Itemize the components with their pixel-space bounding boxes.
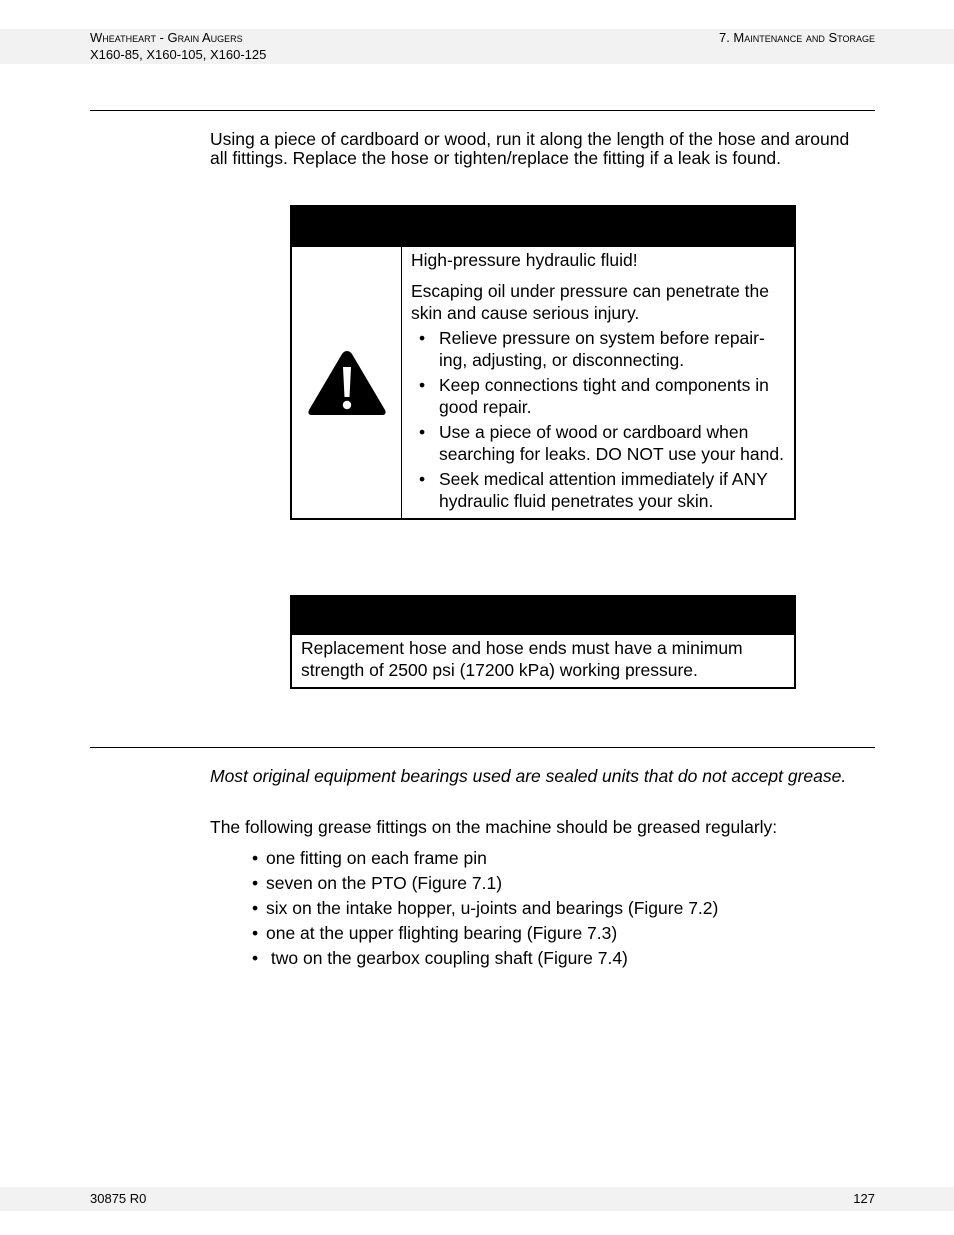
grease-intro: The following grease fittings on the machine should be greased regularly: — [210, 817, 778, 837]
warning-icon-cell — [292, 247, 402, 518]
list-item: • six on the intake hopper, u-joints and bearings (Figure 7.2) — [252, 896, 718, 921]
warning-list — [411, 327, 786, 512]
note-text: Replacement hose and hose ends must have a minimum strength of 2500 psi (17200 kPa) working pressure. — [301, 638, 743, 680]
warning-triangle-icon — [306, 347, 388, 419]
warning-list-item: • Use a piece of wood or cardboard when searching for leaks. DO NOT use your hand. — [411, 421, 786, 465]
warning-headline: High-pressure hydraulic fluid! — [411, 250, 638, 270]
grease-fitting-list — [252, 846, 718, 971]
bearings-note: Most original equipment bearings used are sealed units that do not accept grease. — [210, 766, 847, 786]
warning-list-item: • Seek medical attention immediately if ANY hydraulic fluid penetrates your skin. — [411, 468, 786, 512]
warning-description: Escaping oil under pressure can penetrate the skin and cause serious injury. — [411, 281, 770, 323]
list-item: • two on the gearbox coupling shaft (Figure 7.4) — [252, 946, 718, 971]
warning-box-header — [292, 207, 794, 247]
warning-box — [290, 205, 796, 520]
intro-paragraph: Using a piece of cardboard or wood, run it along the length of the hose and around all fittings. Replace the hose or tighten/replace the fitting if a leak is found. — [210, 129, 850, 168]
section-rule-bottom — [90, 747, 875, 748]
note-box — [290, 595, 796, 689]
warning-list-item: • Relieve pressure on system before repair-ing, adjusting, or disconnecting. — [411, 327, 786, 371]
footer-doc-number: 30875 R0 — [90, 1191, 147, 1206]
list-item: • seven on the PTO (Figure 7.1) — [252, 871, 718, 896]
warning-text-cell — [402, 247, 794, 518]
header-manual-title: Wheatheart - Grain Augers — [90, 30, 243, 45]
section-rule-top — [90, 110, 875, 111]
note-box-header — [292, 597, 794, 635]
footer-page-number: 127 — [853, 1191, 875, 1206]
header-chapter-title: 7. Maintenance and Storage — [718, 30, 875, 45]
header-models: X160-85, X160-105, X160-125 — [90, 47, 267, 62]
warning-box-body — [292, 247, 794, 518]
header-left — [90, 29, 266, 63]
warning-list-item: • Keep connections tight and components in good repair. — [411, 374, 786, 418]
list-item: • one at the upper flighting bearing (Figure 7.3) — [252, 921, 718, 946]
list-item: • one fitting on each frame pin — [252, 846, 718, 871]
